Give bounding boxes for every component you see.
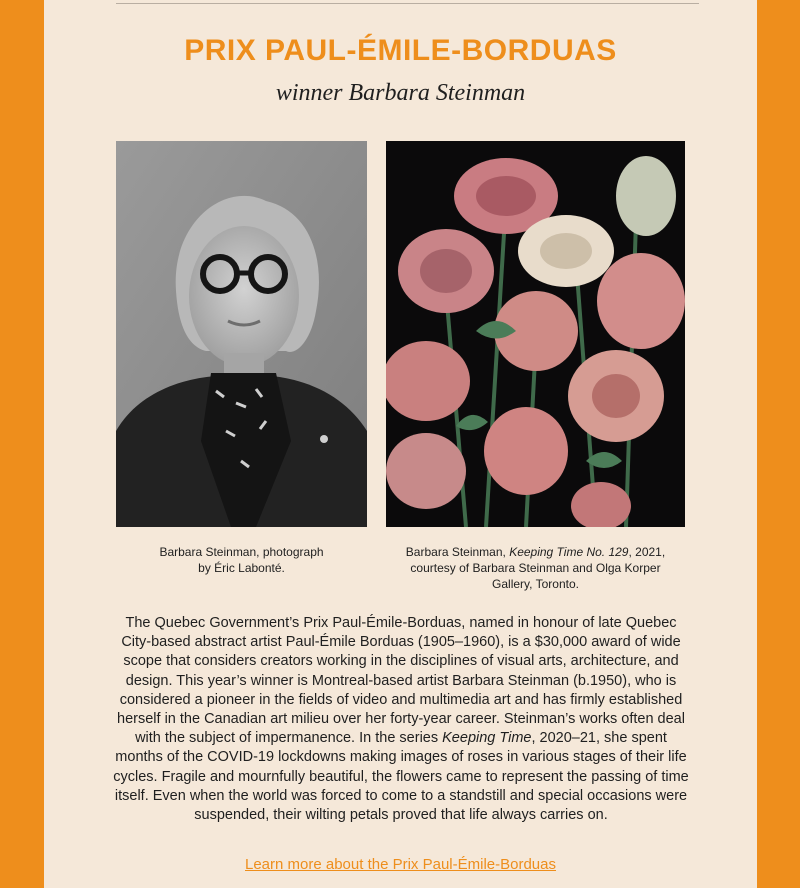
article-body-part1: The Quebec Government’s Prix Paul-Émile-Borduas, named in honour of late Quebec City-based abstract artist Paul-Émile Borduas (1905–1960), is a $30,000 award of wide scope that considers creators working in the disciplines of visual arts, architecture, and design. This year’s winner is Montreal-based artist Barbara Steinman (b.1950), who is considered a pioneer in the fields of video and multimedia art and has firmly established herself in the Canadian art milieu over her forty-year career. Steinman’s works often deal with the subject of impermanence. In the series	[117, 615, 685, 747]
content-panel	[44, 0, 757, 888]
portrait-caption-line2: by Éric Labonté.	[198, 561, 285, 575]
roses-image	[386, 141, 685, 527]
portrait-caption	[116, 544, 367, 576]
artwork-caption-title: Keeping Time No. 129	[509, 545, 629, 559]
artwork-caption-artist: Barbara Steinman,	[405, 545, 510, 559]
artwork-caption	[386, 544, 685, 592]
artwork-caption-line3: Gallery, Toronto.	[492, 577, 579, 591]
artwork-caption-line1	[386, 544, 685, 560]
portrait-caption-line1: Barbara Steinman, photograph	[159, 545, 324, 559]
article-body	[110, 614, 692, 825]
portrait-photo	[116, 141, 367, 527]
article-body-part2: , 2020–21, she spent months of the COVID-19 lockdowns making images of roses in various stages of their life cycles. Fragile and mournfully beautiful, the flowers came to represent the passing of time itself. Even when the world was forced to come to a standstill and special occasions were suspended, their wilting petals proved that life always carries on.	[113, 730, 689, 824]
artwork-caption-line2: courtesy of Barbara Steinman and Olga Korper	[410, 561, 661, 575]
top-divider	[116, 3, 699, 4]
roses-artwork	[386, 141, 685, 527]
page-subtitle: winner Barbara Steinman	[275, 80, 526, 106]
learn-more-link[interactable]: Learn more about the Prix Paul-Émile-Borduas	[245, 856, 556, 873]
article-series-title: Keeping Time	[442, 730, 532, 747]
portrait-image	[116, 141, 367, 527]
page-title: PRIX PAUL-ÉMILE-BORDUAS	[184, 34, 617, 67]
artwork-caption-year: , 2021,	[628, 545, 666, 559]
